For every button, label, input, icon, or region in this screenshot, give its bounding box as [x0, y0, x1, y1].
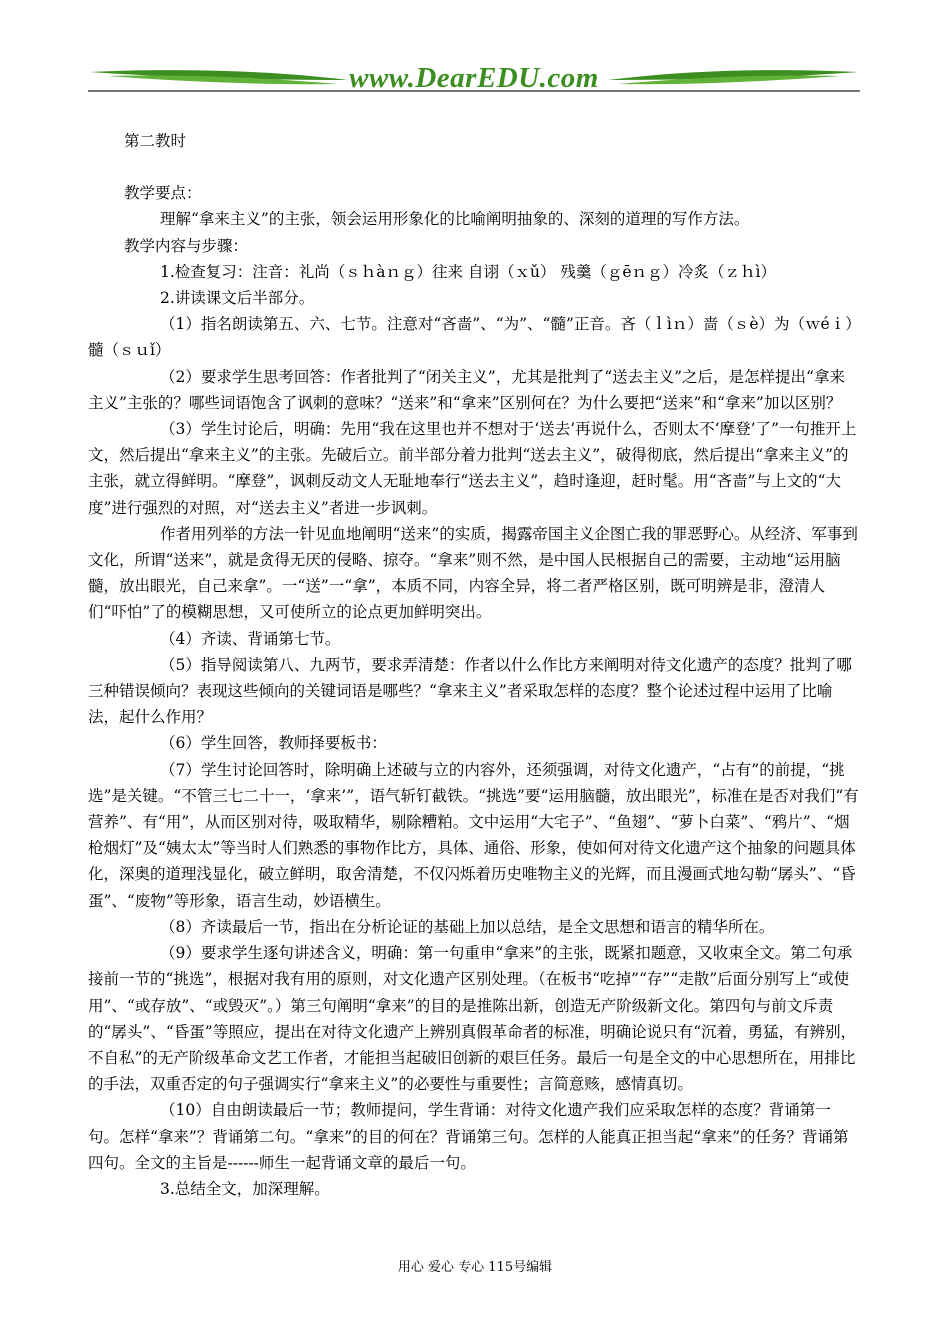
spacer — [88, 154, 860, 180]
lesson-title: 第二教时 — [124, 132, 187, 150]
paragraph-10: （9）要求学生逐句讲述含义，明确：第一句重申“拿来”的主张，既紧扣题意，又收束全文。第二句承接前一节的“挑选”，根据对我有用的原则，对文化遗产区别处理。（在板书“吃掉”“存”“走散”后面分别写上“或使用”、“或存放”、“或毁灭”。）第三句阐明“拿来”的目的是推陈出新，创造无产阶级新文化。第四句与前文斥责的“孱头”、“昏蛋”等照应，提出在对待文化遗产上辨别真假革命者的标准，明确论说只有“沉着，勇猛，有辨别，不自私”的无产阶级革命文艺工作者，才能担当起破旧创新的艰巨任务。最后一句是全文的中心思想所在，用排比的手法，双重否定的句子强调实行“拿来主义”的必要性与重要性；言简意赅，感情真切。 — [88, 944, 857, 1094]
paragraph-6: （5）指导阅读第八、九两节，要求弄清楚：作者以什么作比方来阐明对待文化遗产的态度？批判了哪三种错误倾向？表现这些倾向的关键词语是哪些？“拿来主义”者采取怎样的态度？整个论述过程中运用了比喻法，起什么作用？ — [88, 655, 852, 727]
site-logo[interactable]: www.DearEDU.com — [349, 62, 599, 94]
paragraph-9: （8）齐读最后一节，指出在分析论证的基础上加以总结，是全文思想和语言的精华所在。 — [160, 917, 775, 936]
paragraph-1: （1）指名朗读第五、六、七节。注意对“吝啬”、“为”、“髓”正音。吝（ｌìｎ）啬（ｓè）为（ｗéｉ）髓（ｓｕǐ） — [88, 315, 853, 360]
step-3: 3.总结全文，加深理解。 — [160, 1179, 330, 1198]
paragraph-4: 作者用列举的方法一针见血地阐明“送来”的实质，揭露帝国主义企图亡我的罪恶野心。从经济、军事到文化，所谓“送来”，就是贪得无厌的侵略、掠夺。“拿来”则不然，是中国人民根据自己的需要，主动地“运用脑髓，放出眼光，自己来拿”。一“送”一“拿”，本质不同，内容全异，将二者严格区别，既可明辨是非，澄清人们“吓怕”了的模糊思想，又可使所立的论点更加鲜明突出。 — [88, 524, 858, 622]
paragraph-2: （2）要求学生思考回答：作者批判了“闭关主义”，尤其是批判了“送去主义”之后，是怎样提出“拿来主义”主张的？哪些词语饱含了讽刺的意味？“送来”和“拿来”区别何在？为什么要把“送来”和“拿来”加以区别？ — [88, 367, 845, 412]
paragraph-5: （4）齐读、背诵第七节。 — [160, 629, 341, 648]
document-body — [88, 128, 860, 1202]
paragraph-11: （10）自由朗读最后一节；教师提问，学生背诵：对待文化遗产我们应采取怎样的态度？背诵第一句。怎样“拿来”？背诵第二句。“拿来”的目的何在？背诵第三句。怎样的人能真正担当起“拿来”的任务？背诵第四句。全文的主旨是------师生一起背诵文章的最后一句。 — [88, 1101, 849, 1172]
key-points-text: 理解“拿来主义”的主张，领会运用形象化的比喻阐明抽象的、深刻的道理的写作方法。 — [160, 210, 750, 229]
paragraph-7: （6）学生回答，教师择要板书： — [160, 734, 387, 753]
page-footer: 用心 爱心 专心 115号编辑 — [397, 1260, 553, 1275]
site-header — [88, 58, 860, 98]
step-1: 1.检查复习：注音：礼尚（ｓｈàｎｇ）往来 自诩（ｘǔ） 残羹（ｇēｎｇ）冷炙（ｚｈì） — [160, 262, 776, 281]
step-2: 2.讲读课文后半部分。 — [160, 289, 315, 308]
steps-label: 教学内容与步骤： — [124, 236, 249, 255]
paragraph-3: （3）学生讨论后，明确：先用“我在这里也并不想对于‘送去’再说什么，否则太不‘摩登’了”一句推开上文，然后提出“拿来主义”的主张。先破后立。前半部分着力批判“送去主义”，破得彻底，然后提出“拿来主义”的主张，就立得鲜明。“摩登”，讽刺反动文人无耻地奉行“送去主义”，趋时逢迎，赶时髦。用“吝啬”与上文的“大度”进行强烈的对照，对“送去主义”者进一步讽刺。 — [88, 420, 857, 517]
key-points-label: 教学要点： — [124, 184, 202, 203]
paragraph-8: （7）学生讨论回答时，除明确上述破与立的内容外，还须强调，对待文化遗产，“占有”的前提，“挑选”是关键。“不管三七二十一，‘拿来’”，语气斩钉截铁。“挑选”要“运用脑髓，放出眼光”，标准在是否对我们“有营养”、有“用”，从而区别对待，吸取精华，剔除糟粕。文中运用“大宅子”、“鱼翅”、“萝卜白菜”、“鸦片”、“烟枪烟灯”及“姨太太”等当时人们熟悉的事物作比方，具体、通俗、形象，使如何对待文化遗产这个抽象的问题具体化，深奥的道理浅显化，破立鲜明，取舍清楚，不仅闪烁着历史唯物主义的光辉，而且漫画式地勾勒“孱头”、“昏蛋”、“废物”等形象，语言生动，妙语横生。 — [88, 760, 859, 910]
